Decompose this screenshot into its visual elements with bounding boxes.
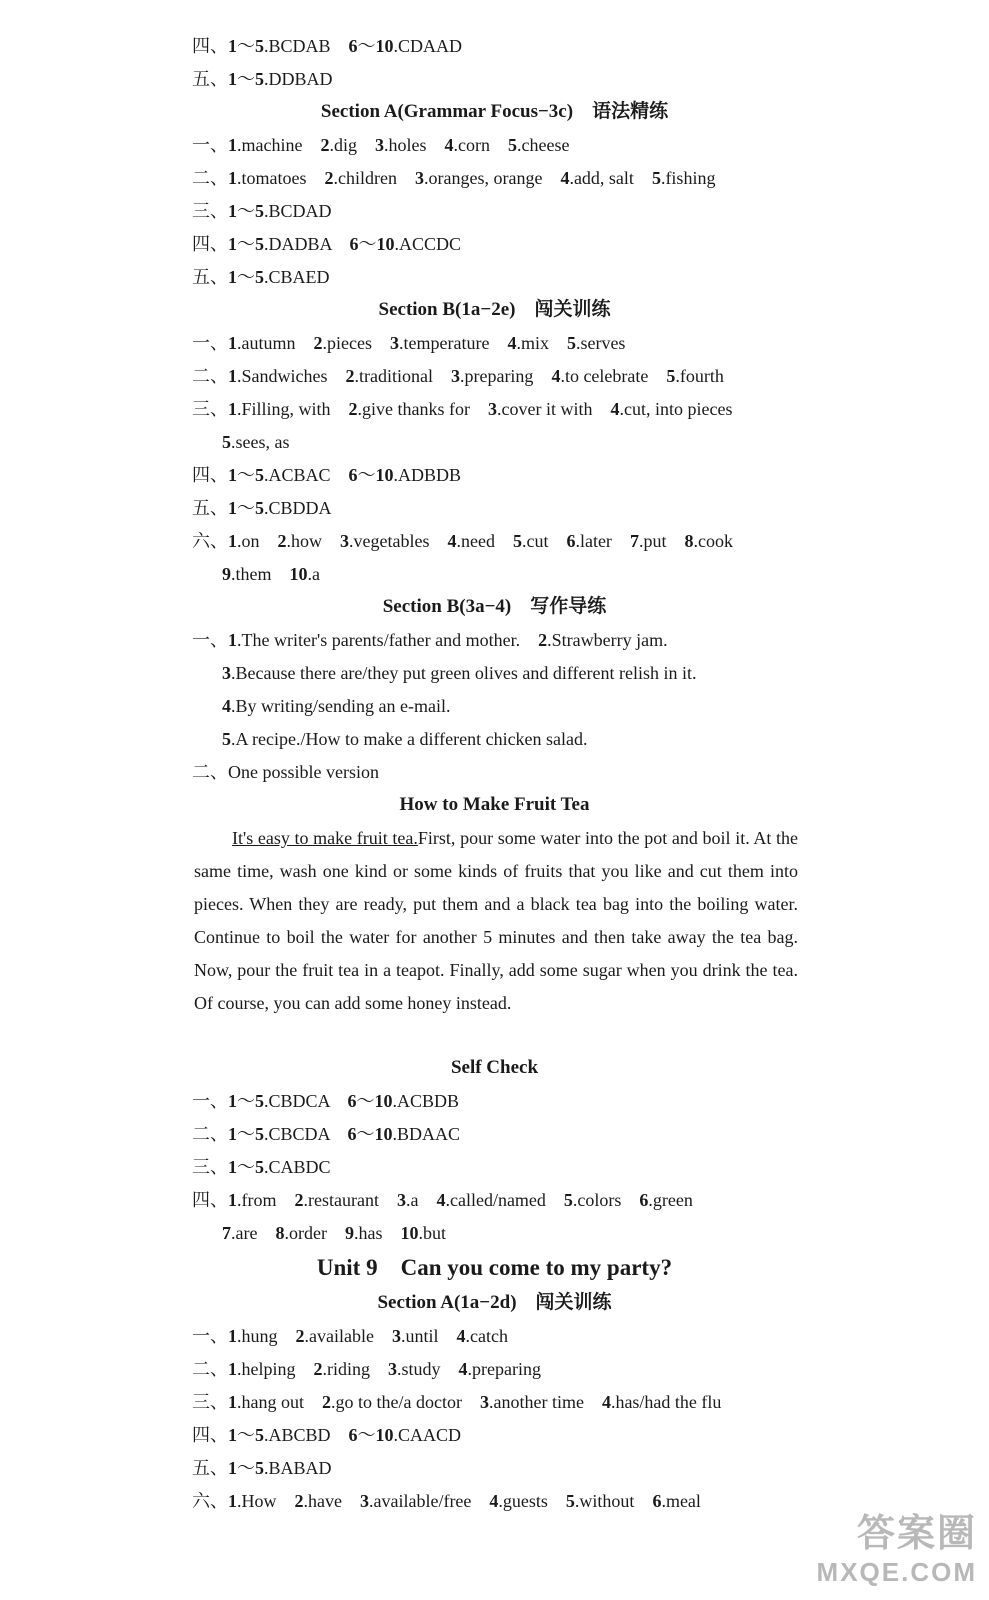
- essay-paragraph: [194, 822, 798, 1020]
- answer-line: 二、One possible version: [192, 762, 379, 782]
- answer-line: 一、1～5.CBDCA 6～10.ACBDB: [192, 1091, 460, 1111]
- answer-line: 3.Because there are/they put green olives and different relish in it.: [222, 663, 697, 683]
- section-heading: Section A(1a−2d) 闯关训练: [377, 1292, 612, 1313]
- answer-line: 一、1.hung 2.available 3.until 4.catch: [192, 1326, 508, 1346]
- watermark-logo-text: 答案圈: [856, 1513, 977, 1555]
- section-heading: Section A(Grammar Focus−3c) 语法精练: [320, 101, 669, 122]
- essay-body: First, pour some water into the pot and boil it. At the same time, wash one kind or some kinds of fruits that you like and cut them into pieces. When they are ready, put them and a black tea bag into the boiling water. Continue to boil the water for another 5 minutes and then take away the tea bag. Now, pour the fruit tea in a teapot. Finally, add some sugar when you drink the tea. Of course, you can add some honey instead.: [194, 828, 798, 1013]
- answer-line: 一、1.The writer's parents/father and mother. 2.Strawberry jam.: [192, 630, 668, 650]
- answer-line: 六、1.How 2.have 3.available/free 4.guests 5.without 6.meal: [192, 1491, 701, 1511]
- answer-line: 五、1～5.BABAD: [192, 1458, 332, 1478]
- answer-line: 三、1～5.BCDAD: [192, 201, 332, 221]
- answer-line: 三、1.Filling, with 2.give thanks for 3.cover it with 4.cut, into pieces: [192, 399, 733, 419]
- section-heading: Self Check: [450, 1057, 539, 1078]
- answer-line: 五、1～5.CBDDA: [192, 498, 332, 518]
- answer-line: 5.sees, as: [222, 432, 290, 452]
- answer-line: 四、1～5.ACBAC 6～10.ADBDB: [192, 465, 462, 485]
- answer-line: 9.them 10.a: [222, 564, 320, 584]
- unit-title: Unit 9 Can you come to my party?: [316, 1255, 673, 1280]
- answer-line: 五、1～5.DDBAD: [192, 69, 333, 89]
- essay-title: How to Make Fruit Tea: [399, 794, 590, 815]
- answer-line: 二、1.Sandwiches 2.traditional 3.preparing 4.to celebrate 5.fourth: [192, 366, 724, 386]
- answer-line: 二、1.tomatoes 2.children 3.oranges, orange 4.add, salt 5.fishing: [192, 168, 716, 188]
- answer-line: 二、1.helping 2.riding 3.study 4.preparing: [192, 1359, 541, 1379]
- answer-line: 5.A recipe./How to make a different chicken salad.: [222, 729, 588, 749]
- answer-line: 7.are 8.order 9.has 10.but: [222, 1223, 446, 1243]
- answer-line: 三、1～5.CABDC: [192, 1157, 331, 1177]
- essay-lead-sentence: It's easy to make fruit tea.: [232, 828, 418, 848]
- answer-line: 四、1～5.ABCBD 6～10.CAACD: [192, 1425, 462, 1445]
- answer-line: 四、1～5.BCDAB 6～10.CDAAD: [192, 36, 463, 56]
- watermark-url: MXQE.COM: [816, 1557, 977, 1587]
- answer-line: 二、1～5.CBCDA 6～10.BDAAC: [192, 1124, 461, 1144]
- answer-line: 一、1.machine 2.dig 3.holes 4.corn 5.cheese: [192, 135, 570, 155]
- answer-line: 4.By writing/sending an e-mail.: [222, 696, 451, 716]
- section-heading: Section B(3a−4) 写作导练: [382, 596, 607, 617]
- section-heading: Section B(1a−2e) 闯关训练: [378, 299, 611, 320]
- answer-line: 三、1.hang out 2.go to the/a doctor 3.another time 4.has/had the flu: [192, 1392, 722, 1412]
- answer-line: 四、1～5.DADBA 6～10.ACCDC: [192, 234, 462, 254]
- answer-line: 四、1.from 2.restaurant 3.a 4.called/named 5.colors 6.green: [192, 1190, 693, 1210]
- answer-line: 一、1.autumn 2.pieces 3.temperature 4.mix 5.serves: [192, 333, 626, 353]
- watermark-logo: [817, 1502, 977, 1588]
- answer-line: 六、1.on 2.how 3.vegetables 4.need 5.cut 6.later 7.put 8.cook: [192, 531, 733, 551]
- answer-line: 五、1～5.CBAED: [192, 267, 330, 287]
